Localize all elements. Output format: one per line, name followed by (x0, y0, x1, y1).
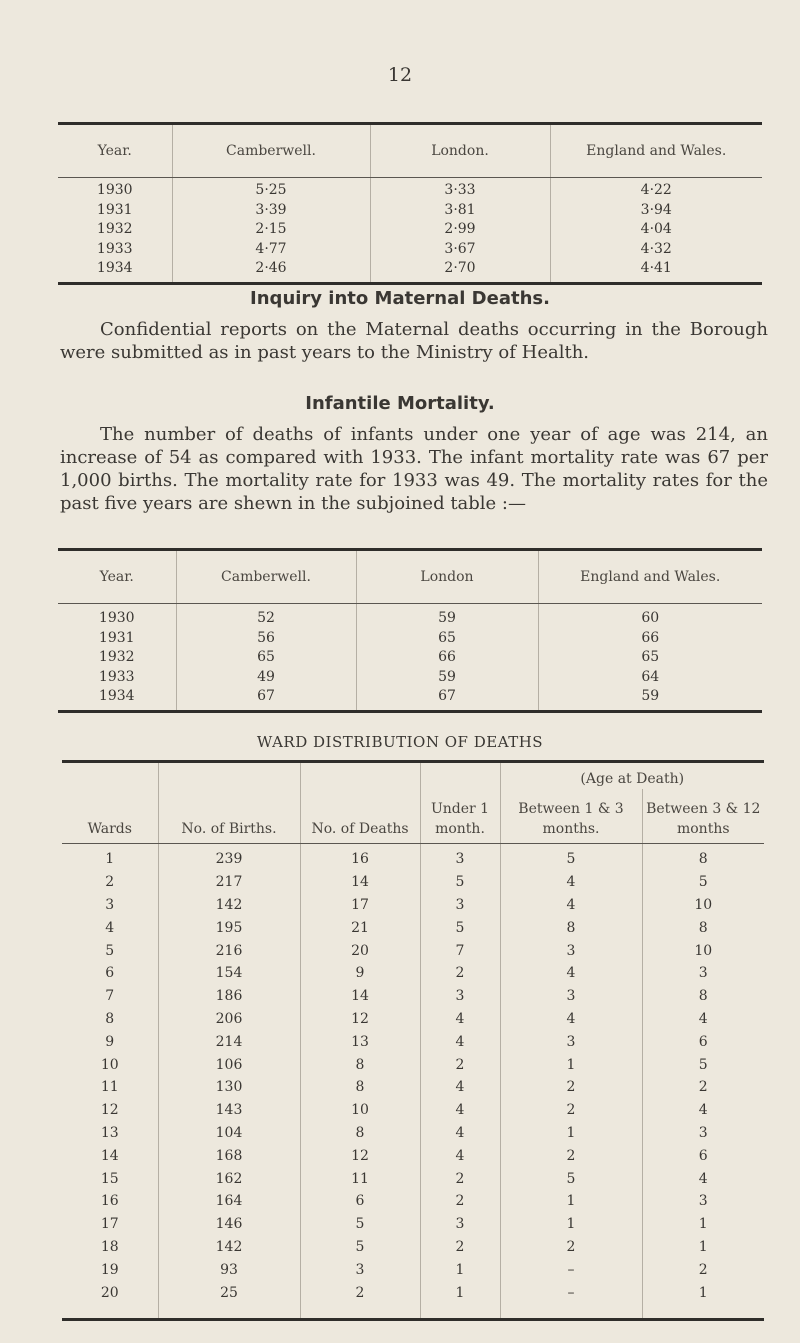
table-cell: 20 (300, 939, 420, 962)
ward-table-title: WARD DISTRIBUTION OF DEATHS (256, 733, 544, 751)
table-cell: 8 (500, 916, 642, 939)
table-row (62, 1053, 764, 1076)
table-row (62, 1258, 764, 1281)
header-england-wales: England and Wales. (538, 550, 762, 604)
table-cell: 3 (500, 1030, 642, 1053)
table-cell: 3 (300, 1258, 420, 1281)
table-cell: 4·22 (550, 178, 762, 201)
table-cell: 2 (105, 874, 115, 891)
header-wards: Wards (62, 789, 158, 844)
table-cell: 2·15 (172, 220, 370, 240)
table-cell: 10 (300, 1099, 420, 1122)
table-cell: 2 (500, 1236, 642, 1259)
ward-rows (62, 844, 764, 1320)
table-cell: 2 (420, 962, 500, 985)
table-cell: 19 (100, 1261, 119, 1278)
table-row (62, 939, 764, 962)
header-under-1-month: Under 1 month. (420, 789, 500, 844)
table-row (62, 1167, 764, 1190)
table-cell: 8 (300, 1122, 420, 1145)
maternal-paragraph (60, 318, 768, 364)
table-row (58, 648, 762, 668)
table-cell: 1 (500, 1213, 642, 1236)
table-cell: 3 (420, 985, 500, 1008)
table-cell: 5 (300, 1236, 420, 1259)
table-cell: 14 (300, 985, 420, 1008)
table-cell: 2 (420, 1053, 500, 1076)
table-cell: 1 (105, 851, 115, 868)
table-cell: 5 (105, 942, 115, 959)
table-cell: 5 (642, 1053, 764, 1076)
table-cell: 4·41 (550, 259, 762, 283)
infantile-heading: Infantile Mortality. (305, 393, 495, 414)
header-london: London (356, 550, 538, 604)
table-cell: 3 (642, 1190, 764, 1213)
header-between-3-12-months: Between 3 & 12 months (642, 789, 764, 844)
table-cell: 239 (158, 844, 300, 871)
table-cell: 66 (356, 648, 538, 668)
table-cell: 4 (500, 871, 642, 894)
table-cell: 8 (300, 1076, 420, 1099)
table-cell: 3 (642, 1122, 764, 1145)
table-cell: 1931 (96, 201, 133, 218)
table-cell: 1932 (98, 649, 135, 666)
table-row (58, 201, 762, 221)
table-cell: 4·77 (172, 240, 370, 260)
table-cell: 21 (300, 916, 420, 939)
table-cell: 214 (158, 1030, 300, 1053)
table-cell: 4 (420, 1122, 500, 1145)
table-cell: 4 (105, 919, 115, 936)
table-row (62, 1008, 764, 1031)
table-cell: 16 (300, 844, 420, 871)
table-cell: 206 (158, 1008, 300, 1031)
table-row (62, 916, 764, 939)
table-cell: 12 (300, 1008, 420, 1031)
table-cell: 6 (105, 965, 115, 982)
table-cell: 1933 (96, 240, 133, 257)
table-cell: 1934 (98, 688, 135, 705)
table-row (62, 985, 764, 1008)
table-row (58, 220, 762, 240)
infant-mortality-table (58, 548, 762, 713)
table-cell: 1 (420, 1281, 500, 1319)
table-row (62, 1099, 764, 1122)
table-cell: 66 (538, 629, 762, 649)
table-cell: 1 (420, 1258, 500, 1281)
table-cell: 4 (420, 1099, 500, 1122)
table-cell: 1933 (98, 668, 135, 685)
table-cell: 1 (642, 1281, 764, 1319)
table-cell: 60 (538, 604, 762, 629)
table-row (58, 687, 762, 711)
table-row (58, 178, 762, 201)
maternal-text: Confidential reports on the Maternal deaths occurring in the Borough were submitted as in past years to the Ministry of Health. (60, 319, 768, 363)
table-row (62, 1076, 764, 1099)
infantile-text: The number of deaths of infants under one year of age was 214, an increase of 54 as compared with 1933. The infant mortality rate was 67 per 1,000 births. The mortality rate for 1933 was 49. The mortality rates for the past five years are shewn in the subjoined table :— (60, 424, 768, 514)
header-births: No. of Births. (158, 789, 300, 844)
header-year: Year. (58, 550, 176, 604)
table-row (58, 240, 762, 260)
table-row (58, 259, 762, 283)
table-cell: 6 (642, 1144, 764, 1167)
header-deaths: No. of Deaths (300, 789, 420, 844)
table-cell: 20 (100, 1284, 119, 1301)
table-cell: 4 (500, 894, 642, 917)
infantile-paragraph (60, 423, 768, 515)
table-cell: 5 (500, 1167, 642, 1190)
table-cell: 3 (420, 894, 500, 917)
table-cell: 2 (500, 1099, 642, 1122)
table-cell: 1934 (96, 260, 133, 277)
table-cell: 3 (420, 844, 500, 871)
table-cell: 2 (642, 1258, 764, 1281)
header-camberwell: Camberwell. (172, 124, 370, 178)
table-cell: 16 (100, 1193, 119, 1210)
header-year: Year. (58, 124, 172, 178)
table-cell: 104 (158, 1122, 300, 1145)
table-cell: 4 (500, 962, 642, 985)
table-cell: 11 (100, 1079, 119, 1096)
table-cell: 2·99 (370, 220, 550, 240)
table-cell: 3·94 (550, 201, 762, 221)
table-cell: 2 (642, 1076, 764, 1099)
table-cell: 8 (105, 1010, 115, 1027)
table-cell: 52 (176, 604, 356, 629)
table-cell: 8 (642, 916, 764, 939)
infant-mortality-rows (58, 604, 762, 712)
table-cell: 2 (300, 1281, 420, 1319)
table-cell: 142 (158, 1236, 300, 1259)
table-cell: 3·33 (370, 178, 550, 201)
table-cell: 1 (500, 1122, 642, 1145)
table-cell: 4 (420, 1030, 500, 1053)
table-row (62, 1144, 764, 1167)
table-cell: 2 (420, 1167, 500, 1190)
table-cell: 3 (420, 1213, 500, 1236)
table-row (58, 604, 762, 629)
table-cell: 2·70 (370, 259, 550, 283)
table-cell: 12 (100, 1102, 119, 1119)
table-cell: 216 (158, 939, 300, 962)
maternal-heading: Inquiry into Maternal Deaths. (250, 288, 550, 309)
table-cell: 195 (158, 916, 300, 939)
table-cell: 143 (158, 1099, 300, 1122)
table-cell: 13 (100, 1124, 119, 1141)
table-cell: 3 (500, 939, 642, 962)
table-cell: 1932 (96, 221, 133, 238)
table-cell: 14 (300, 871, 420, 894)
table-cell: 106 (158, 1053, 300, 1076)
table-cell: 4 (642, 1167, 764, 1190)
table-cell: 9 (105, 1033, 115, 1050)
table-cell: 217 (158, 871, 300, 894)
table-cell: 164 (158, 1190, 300, 1213)
table-cell: 8 (642, 985, 764, 1008)
table-row (62, 1213, 764, 1236)
table-cell: 10 (100, 1056, 119, 1073)
table-cell: 1930 (96, 182, 133, 199)
table-cell: 3 (105, 896, 115, 913)
table-cell: 6 (642, 1030, 764, 1053)
table-cell: – (500, 1281, 642, 1319)
table-cell: 6 (300, 1190, 420, 1213)
header-between-1-3-months: Between 1 & 3 months. (500, 789, 642, 844)
table-row (62, 894, 764, 917)
table-row (62, 844, 764, 871)
table-cell: 1 (500, 1190, 642, 1213)
table-cell: 5·25 (172, 178, 370, 201)
table-cell: 1 (642, 1213, 764, 1236)
page-number: 12 (387, 64, 413, 86)
table-cell: 8 (300, 1053, 420, 1076)
table-cell: 93 (158, 1258, 300, 1281)
table-cell: 4 (420, 1076, 500, 1099)
table-cell: 59 (356, 668, 538, 688)
table-cell: 25 (158, 1281, 300, 1319)
table-cell: 64 (538, 668, 762, 688)
table-row (62, 1190, 764, 1213)
table-cell: 2 (500, 1144, 642, 1167)
table-row (62, 1122, 764, 1145)
table-cell: 162 (158, 1167, 300, 1190)
table-row (62, 1281, 764, 1319)
table-cell: 2 (500, 1076, 642, 1099)
table-cell: 56 (176, 629, 356, 649)
header-england-wales: England and Wales. (550, 124, 762, 178)
table-cell: 15 (100, 1170, 119, 1187)
table-cell: 17 (300, 894, 420, 917)
table-cell: 65 (176, 648, 356, 668)
table-cell: 59 (538, 687, 762, 711)
table-cell: 67 (356, 687, 538, 711)
age-at-death-header: (Age at Death) (500, 762, 764, 790)
table-cell: 10 (642, 894, 764, 917)
table-cell: 146 (158, 1213, 300, 1236)
table-cell: 2 (420, 1236, 500, 1259)
table-cell: 8 (642, 844, 764, 871)
table-cell: 7 (105, 988, 115, 1005)
table-cell: 1930 (98, 610, 135, 627)
table-cell: 154 (158, 962, 300, 985)
table-cell: 4 (420, 1008, 500, 1031)
table-row (58, 629, 762, 649)
table-row (58, 668, 762, 688)
table-cell: – (500, 1258, 642, 1281)
ward-distribution-table (62, 760, 764, 1321)
table-cell: 1 (500, 1053, 642, 1076)
table-cell: 130 (158, 1076, 300, 1099)
table-row (62, 871, 764, 894)
table-cell: 59 (356, 604, 538, 629)
table-cell: 4 (420, 1144, 500, 1167)
table-cell: 67 (176, 687, 356, 711)
table-cell: 5 (420, 871, 500, 894)
table-cell: 18 (100, 1238, 119, 1255)
table-cell: 5 (500, 844, 642, 871)
table-cell: 1931 (98, 629, 135, 646)
table-cell: 5 (300, 1213, 420, 1236)
table-cell: 2·46 (172, 259, 370, 283)
table-cell: 13 (300, 1030, 420, 1053)
table-cell: 65 (356, 629, 538, 649)
table-cell: 11 (300, 1167, 420, 1190)
table-cell: 7 (420, 939, 500, 962)
table-cell: 4 (642, 1099, 764, 1122)
table-cell: 49 (176, 668, 356, 688)
table-cell: 4·32 (550, 240, 762, 260)
table-row (62, 962, 764, 985)
table-cell: 3 (500, 985, 642, 1008)
table-cell: 4 (500, 1008, 642, 1031)
table-cell: 4 (642, 1008, 764, 1031)
table-cell: 4·04 (550, 220, 762, 240)
header-london: London. (370, 124, 550, 178)
table-cell: 168 (158, 1144, 300, 1167)
table-cell: 12 (300, 1144, 420, 1167)
table-cell: 2 (420, 1190, 500, 1213)
table-cell: 5 (642, 871, 764, 894)
table-cell: 3 (642, 962, 764, 985)
table-cell: 186 (158, 985, 300, 1008)
header-camberwell: Camberwell. (176, 550, 356, 604)
table-cell: 3·39 (172, 201, 370, 221)
table-cell: 17 (100, 1216, 119, 1233)
table-cell: 9 (300, 962, 420, 985)
table-cell: 10 (642, 939, 764, 962)
table-row (62, 1030, 764, 1053)
table-cell: 142 (158, 894, 300, 917)
table-cell: 3·81 (370, 201, 550, 221)
table-row (62, 1236, 764, 1259)
table-cell: 14 (100, 1147, 119, 1164)
death-rate-table (58, 122, 762, 285)
table-cell: 3·67 (370, 240, 550, 260)
table-cell: 1 (642, 1236, 764, 1259)
table-cell: 5 (420, 916, 500, 939)
table-cell: 65 (538, 648, 762, 668)
death-rate-rows (58, 178, 762, 284)
